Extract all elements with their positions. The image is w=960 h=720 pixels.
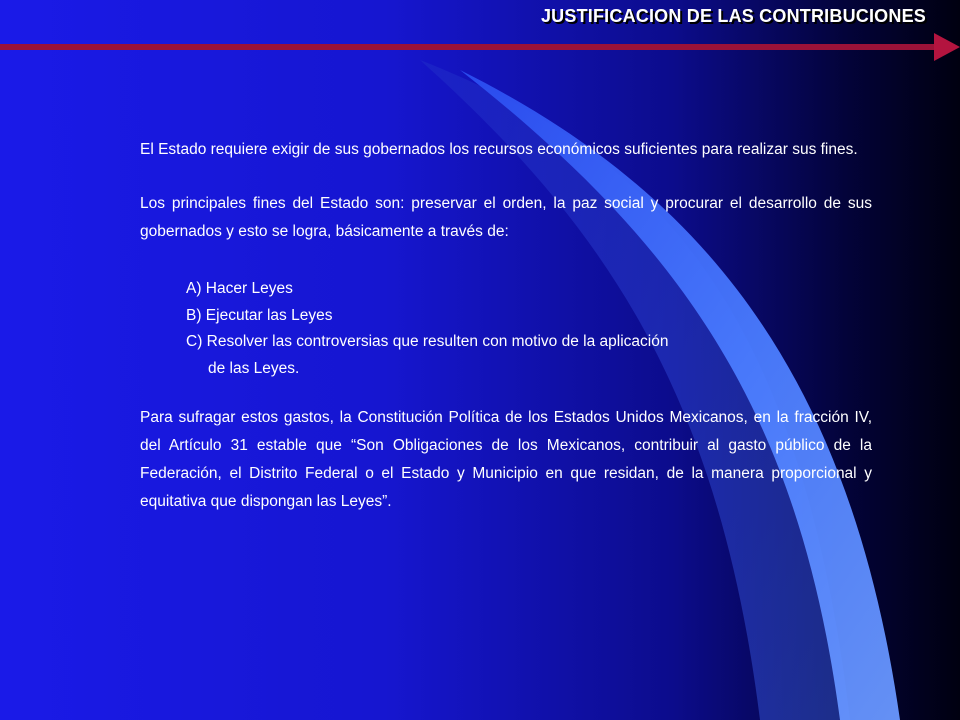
list-item-continuation: de las Leyes. [208,359,300,377]
paragraph-constitucion: Para sufragar estos gastos, la Constitución Política de los Estados Unidos Mexicanos, en la fracción IV, del Artículo 31 estable que “Son Obligaciones de los Mexicanos, contribuir al gasto público de la Federación, el Distrito Federal o el Estado y Municipio en que residan, de la manera proporcional y equitativa que dispongan las Leyes”. [140,409,872,510]
slide-body [140,136,872,516]
paragraph-intro: El Estado requiere exigir de sus gobernados los recursos económicos suficientes para realizar sus fines. [140,141,858,158]
slide-title: JUSTIFICACION DE LAS CONTRIBUCIONES [540,6,926,26]
header-arrow-icon [934,33,960,61]
paragraph-fines: Los principales fines del Estado son: preservar el orden, la paz social y procurar el desarrollo de sus gobernados y esto se logra, básicamente a través de: [140,195,872,240]
list-item: C) Resolver las controversias que resulten con motivo de la aplicación [186,333,669,350]
list-item: A) Hacer Leyes [186,280,293,297]
list-item: B) Ejecutar las Leyes [186,306,333,324]
fines-list [140,276,872,382]
